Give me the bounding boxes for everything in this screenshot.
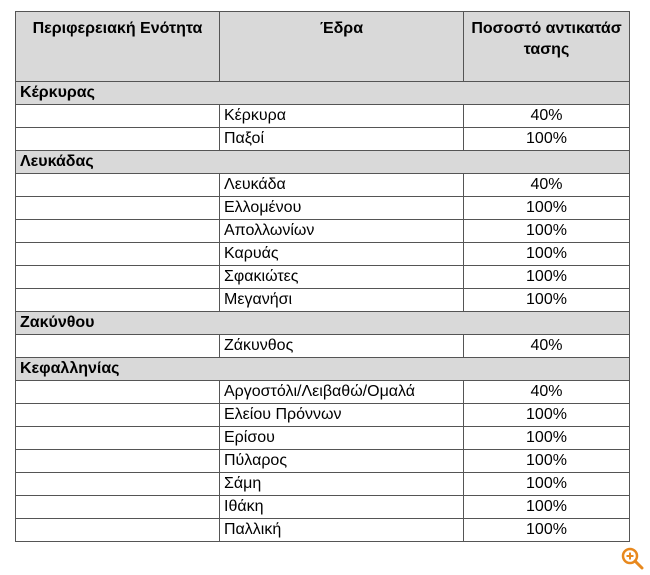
- empty-unit-cell: [16, 496, 220, 519]
- rate-cell: 100%: [464, 496, 630, 519]
- header-regional-unit: Περιφερειακή Ενότητα: [16, 12, 220, 82]
- empty-unit-cell: [16, 381, 220, 404]
- rate-cell: 100%: [464, 450, 630, 473]
- seat-cell: Πύλαρος: [220, 450, 464, 473]
- group-row: [16, 358, 630, 381]
- table-row: [16, 105, 630, 128]
- table-row: [16, 128, 630, 151]
- rate-cell: 100%: [464, 404, 630, 427]
- regional-unit-label: Λευκάδας: [16, 151, 630, 174]
- table-row: [16, 243, 630, 266]
- regional-unit-label: Κεφαλληνίας: [16, 358, 630, 381]
- table-row: [16, 519, 630, 542]
- seat-cell: Σάμη: [220, 473, 464, 496]
- rate-cell: 40%: [464, 174, 630, 197]
- empty-unit-cell: [16, 473, 220, 496]
- empty-unit-cell: [16, 404, 220, 427]
- table-row: [16, 427, 630, 450]
- empty-unit-cell: [16, 519, 220, 542]
- empty-unit-cell: [16, 450, 220, 473]
- seat-cell: Παλλική: [220, 519, 464, 542]
- empty-unit-cell: [16, 220, 220, 243]
- empty-unit-cell: [16, 266, 220, 289]
- rate-cell: 100%: [464, 519, 630, 542]
- empty-unit-cell: [16, 335, 220, 358]
- table-row: [16, 174, 630, 197]
- rate-cell: 100%: [464, 427, 630, 450]
- table-row: [16, 381, 630, 404]
- header-replacement-rate: Ποσοστό αντικατάστασης: [464, 12, 630, 82]
- table-row: [16, 473, 630, 496]
- rate-cell: 40%: [464, 381, 630, 404]
- table-row: [16, 220, 630, 243]
- seat-cell: Καρυάς: [220, 243, 464, 266]
- empty-unit-cell: [16, 197, 220, 220]
- table-row: [16, 289, 630, 312]
- table-row: [16, 404, 630, 427]
- seat-cell: Λευκάδα: [220, 174, 464, 197]
- seat-cell: Ελλομένου: [220, 197, 464, 220]
- seat-cell: Ελείου Πρόννων: [220, 404, 464, 427]
- seat-cell: Απολλωνίων: [220, 220, 464, 243]
- empty-unit-cell: [16, 243, 220, 266]
- replacement-rate-table: [15, 11, 630, 542]
- rate-cell: 100%: [464, 289, 630, 312]
- header-seat: Έδρα: [220, 12, 464, 82]
- rate-cell: 40%: [464, 105, 630, 128]
- group-row: [16, 312, 630, 335]
- empty-unit-cell: [16, 289, 220, 312]
- empty-unit-cell: [16, 174, 220, 197]
- seat-cell: Αργοστόλι/Λειβαθώ/Ομαλά: [220, 381, 464, 404]
- zoom-in-icon[interactable]: [620, 546, 644, 570]
- group-row: [16, 82, 630, 105]
- group-row: [16, 151, 630, 174]
- seat-cell: Μεγανήσι: [220, 289, 464, 312]
- table-row: [16, 450, 630, 473]
- seat-cell: Ιθάκη: [220, 496, 464, 519]
- table-row: [16, 266, 630, 289]
- rate-cell: 100%: [464, 473, 630, 496]
- table-row: [16, 496, 630, 519]
- rate-cell: 100%: [464, 243, 630, 266]
- empty-unit-cell: [16, 427, 220, 450]
- rate-cell: 100%: [464, 266, 630, 289]
- seat-cell: Σφακιώτες: [220, 266, 464, 289]
- rate-cell: 40%: [464, 335, 630, 358]
- rate-cell: 100%: [464, 220, 630, 243]
- seat-cell: Ζάκυνθος: [220, 335, 464, 358]
- seat-cell: Ερίσου: [220, 427, 464, 450]
- seat-cell: Κέρκυρα: [220, 105, 464, 128]
- seat-cell: Παξοί: [220, 128, 464, 151]
- rate-cell: 100%: [464, 128, 630, 151]
- regional-unit-label: Ζακύνθου: [16, 312, 630, 335]
- empty-unit-cell: [16, 128, 220, 151]
- table-row: [16, 197, 630, 220]
- table-header-row: [16, 12, 630, 82]
- regional-unit-label: Κέρκυρας: [16, 82, 630, 105]
- rate-cell: 100%: [464, 197, 630, 220]
- empty-unit-cell: [16, 105, 220, 128]
- table-row: [16, 335, 630, 358]
